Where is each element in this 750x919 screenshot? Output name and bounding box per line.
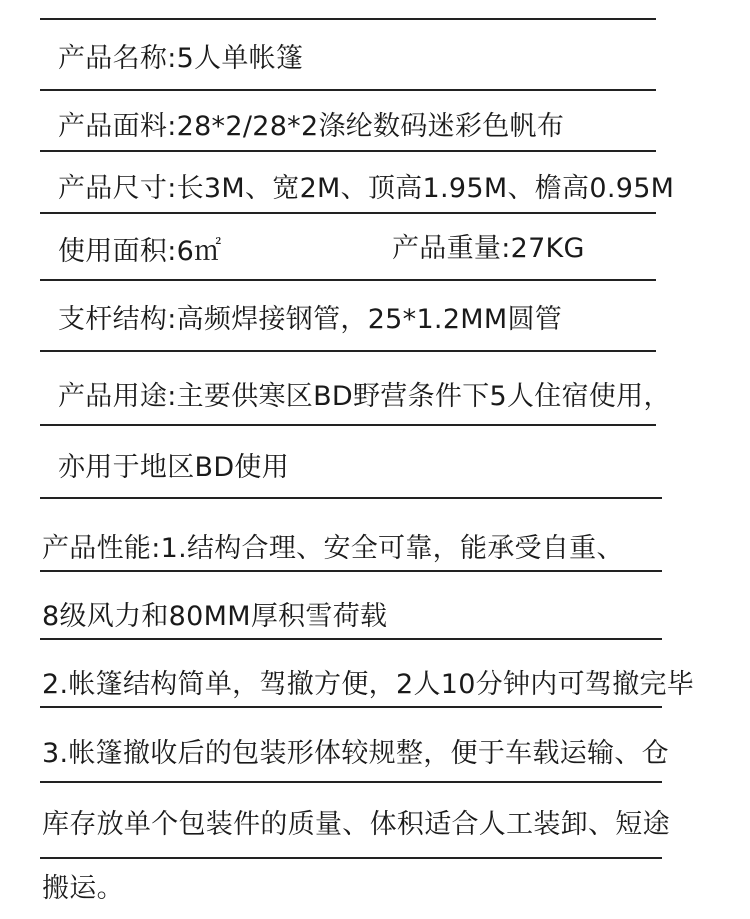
divider — [40, 497, 662, 499]
divider — [40, 150, 656, 152]
performance-line-4: 3.帐篷撤收后的包装形体较规整，便于车载运输、仓 — [42, 738, 669, 769]
divider — [40, 570, 662, 572]
divider — [40, 706, 662, 708]
divider — [40, 212, 656, 214]
usage-line-1: 产品用途:主要供寒区BD野营条件下5人住宿使用， — [58, 381, 671, 412]
pole-structure: 支杆结构:高频焊接钢管，25*1.2MM圆管 — [58, 304, 563, 335]
performance-line-3: 2.帐篷结构简单，驾撤方便，2人10分钟内可驾撤完毕 — [42, 669, 695, 700]
performance-line-1: 产品性能:1.结构合理、安全可靠，能承受自重、 — [42, 533, 624, 564]
product-weight: 产品重量:27KG — [392, 233, 585, 264]
divider — [40, 279, 656, 281]
usage-line-2: 亦用于地区BD使用 — [58, 452, 290, 483]
performance-line-6: 搬运。 — [42, 873, 124, 904]
performance-line-5: 库存放单个包装件的质量、体积适合人工装卸、短途 — [42, 809, 670, 840]
divider — [40, 18, 656, 20]
usable-area: 使用面积:6㎡ — [58, 236, 222, 267]
divider — [40, 781, 662, 783]
product-name: 产品名称:5人单帐篷 — [58, 43, 304, 74]
product-dimensions: 产品尺寸:长3M、宽2M、顶高1.95M、檐高0.95M — [58, 173, 675, 204]
performance-line-2: 8级风力和80MM厚积雪荷载 — [42, 601, 388, 632]
divider — [40, 638, 662, 640]
divider — [40, 857, 662, 859]
product-fabric: 产品面料:28*2/28*2涤纶数码迷彩色帆布 — [58, 111, 565, 142]
divider — [40, 424, 656, 426]
divider — [40, 89, 656, 91]
divider — [40, 350, 656, 352]
